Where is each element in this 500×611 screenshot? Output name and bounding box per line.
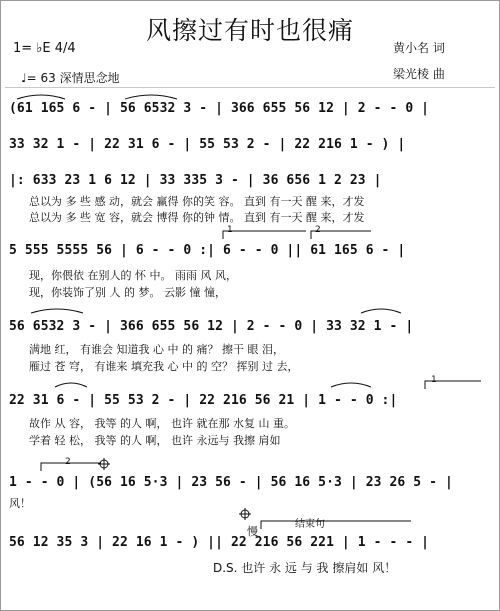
volta-2-number-second: 2 bbox=[65, 457, 71, 467]
key-signature: 1= ♭E 4/4 bbox=[13, 41, 76, 56]
lyric-line-10: D.S. 也许 永 远 与 我 擦肩如 风！ bbox=[213, 561, 397, 575]
slow-marking: 慢 bbox=[247, 525, 258, 538]
volta-1-number: 1 bbox=[227, 225, 233, 235]
song-title: 风擦过有时也很痛 bbox=[145, 16, 354, 45]
notation-row-6: 22 31 6 - | 55 53 2 - | 22 216 56 21 | 1 - - 0 :| bbox=[9, 393, 398, 408]
notation-row-8: 56 12 35 3 | 22 16 1 - ) || 22 216 56 221 | 1 - - - | bbox=[9, 535, 430, 550]
notation-row-4: 5 555 5555 56 | 6 - - 0 :| 6 - - 0 || 61 165 6 - | bbox=[9, 243, 406, 258]
volta-2-number: 2 bbox=[315, 225, 321, 235]
tempo-marking: ♩= 63 深情思念地 bbox=[21, 71, 120, 85]
volta-1-number-second: 1 bbox=[431, 375, 437, 385]
notation-row-2: 33 32 1 - | 22 31 6 - | 55 53 2 - | 22 216 1 - ) | bbox=[9, 137, 406, 152]
coda-icon bbox=[98, 458, 110, 470]
notation-row-3: |: 633 23 1 6 12 | 33 335 3 - | 36 656 1 2 23 | bbox=[9, 173, 382, 188]
lyric-line-9: 风！ bbox=[9, 497, 31, 510]
composer-credit: 梁光棱 曲 bbox=[393, 67, 445, 81]
notation-overlay bbox=[1, 1, 499, 610]
coda-icon-2 bbox=[239, 508, 251, 520]
ending-label: 结束句 bbox=[295, 519, 325, 530]
slur-marks bbox=[17, 95, 401, 387]
volta-brackets bbox=[41, 231, 481, 529]
notation-row-7: 1 - - 0 | (56 16 5·3 | 23 56 - | 56 16 5·3 | 23 26 5 - | bbox=[9, 475, 453, 490]
notation-row-5: 56 6532 3 - | 366 655 56 12 | 2 - - 0 | 33 32 1 - | bbox=[9, 319, 414, 334]
lyric-line-6: 雁过 苍 穹， 有谁来 填充我 心 中 的 空？ 挥别 过 去， bbox=[29, 360, 299, 373]
lyric-line-4: 现，你装饰了别 人 的 梦。 云影 憧 憧， bbox=[29, 286, 226, 299]
lyric-line-5: 满地 红， 有谁会 知道我 心 中 的 痛？ 擦干 眼 泪， bbox=[29, 343, 284, 356]
lyric-line-1: 总以为 多 些 感 动，就会 赢得 你的笑 容。 直到 有一天 醒 来，才发 bbox=[29, 195, 365, 208]
notation-row-1: (61 165 6 - | 56 6532 3 - | 366 655 56 12 | 2 - - 0 | bbox=[9, 101, 430, 116]
lyricist-credit: 黄小名 词 bbox=[393, 41, 445, 55]
lyric-line-2: 总以为 多 些 宽 容，就会 博得 你的钟 情。 直到 有一天 醒 来，才发 bbox=[29, 211, 365, 224]
lyric-line-7: 故作 从 容， 我等 的人 啊， 也许 就在那 水复 山 重。 bbox=[29, 417, 295, 430]
lyric-line-8: 学着 轻 松， 我等 的人 啊， 也许 永远与 我擦 肩如 bbox=[29, 434, 281, 447]
lyric-line-3: 现，你偎依 在别人的 怀 中。 雨雨 风 风， bbox=[29, 269, 237, 282]
